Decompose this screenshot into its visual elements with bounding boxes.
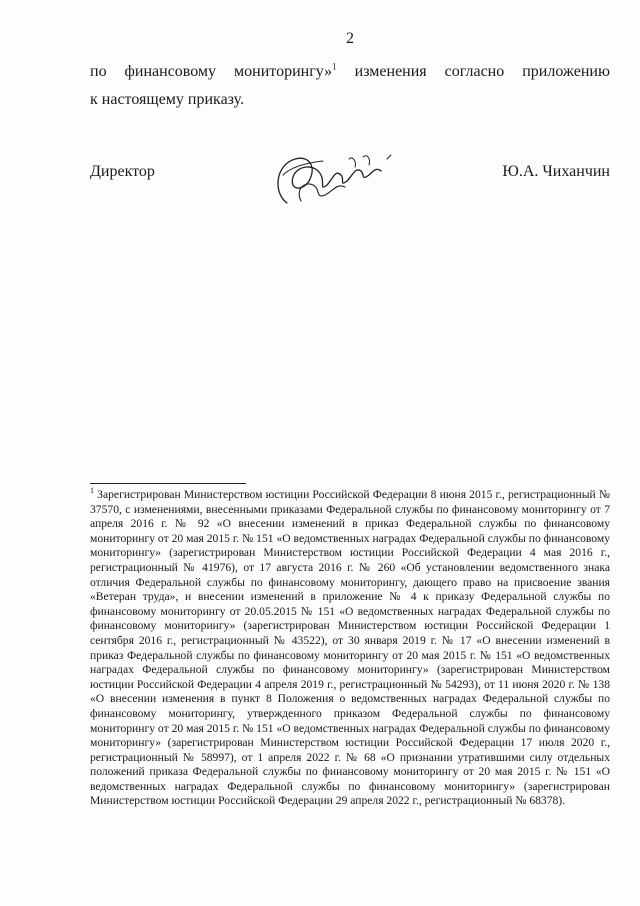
footnote-reference: 1 <box>332 61 337 72</box>
footnote-text: Зарегистрирован Министерством юстиции Российской Федерации 8 июня 2015 г., регистрационный № 37570, с изменениями, внесенными приказами Федеральной службы по финансовому мониторингу от 7 апреля 2016 г. № 92 «О внесении изменений в приказ Федеральной службы по финансовому мониторингу от 20 мая 2015 г. № 151 «О ведомственных наградах Федеральной службы по финансовому мониторингу» (зарегистрирован Министерством юстиции Российской Федерации 4 мая 2016 г., регистрационный № 41976), от 17 августа 2016 г. № 260 «Об установлении ведомственного знака отличия Федеральной службы по финансовому мониторингу, дающего право на присвоение звания «Ветеран труда», и внесении изменений в приложение № 4 к приказу Федеральной службы по финансовому мониторингу от 20.05.2015 № 151 «О ведомственных наградах Федеральной службы по финансовому мониторингу» (зарегистрирован Министерством юстиции Российской Федерации 1 сентября 2016 г., регистрационный № 43522), от 30 января 2019 г. № 17 «О внесении изменений в приказ Федеральной службы по финансовому мониторингу от 20 мая 2015 г. № 151 «О ведомственных наградах Федеральной службы по финансовому мониторингу» (зарегистрирован Министерством юстиции Российской Федерации 4 апреля 2019 г., регистрационный № 54293), от 11 июня 2020 г. № 138 «О внесении изменения в пункт 8 Положения о ведомственных наградах Федеральной службы по финансовому мониторингу, утвержденного приказом Федеральной службы по финансовому мониторингу от 20 мая 2015 г. № 151 «О ведомственных наградах Федеральной службы по финансовому мониторингу» (зарегистрирован Министерством юстиции Российской Федерации 17 июля 2020 г., регистрационный № 58997), от 1 апреля 2022 г. № 68 «О признании утратившими силу отдельных положений приказа Федеральной службы по финансовому мониторингу от 20 мая 2015 г. № 151 «О ведомственных наградах Федеральной службы по финансовому мониторингу» (зарегистрирован Министерством юстиции Российской Федерации 29 апреля 2022 г., регистрационный № 68378). <box>90 488 610 808</box>
signatory-title: Директор <box>90 163 155 180</box>
body-word: приложению <box>522 63 610 80</box>
body-paragraph <box>90 58 610 114</box>
body-word: по <box>90 63 107 80</box>
body-line-2: к настоящему приказу. <box>90 91 245 108</box>
handwritten-signature <box>265 145 395 215</box>
body-word: финансовому <box>124 63 217 80</box>
page-number: 2 <box>346 30 354 47</box>
footnote-divider <box>90 483 246 484</box>
body-word-with-footnote <box>234 58 337 86</box>
body-word: мониторингу» <box>234 63 333 80</box>
body-word: изменения <box>354 63 427 80</box>
body-line-1 <box>90 58 610 86</box>
footnote-marker: 1 <box>90 486 94 496</box>
body-word: согласно <box>444 63 505 80</box>
signature-block <box>90 163 610 223</box>
footnote <box>90 488 610 809</box>
signatory-name: Ю.А. Чиханчин <box>502 163 610 180</box>
